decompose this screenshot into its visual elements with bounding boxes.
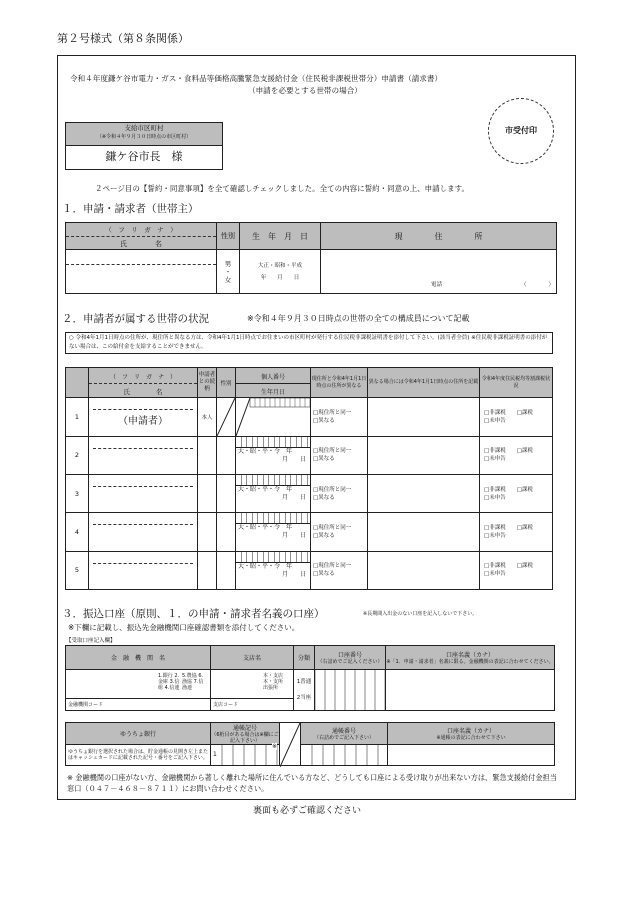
- s2-dob-header: 生年月日: [260, 388, 285, 396]
- bank-type-header: 分類: [294, 646, 315, 670]
- s2-furigana-header: （ フ リ ガ ナ ）: [89, 370, 197, 384]
- sex-input[interactable]: [217, 436, 236, 474]
- section1-title: １．申請・請求者（世帯主）: [62, 203, 199, 215]
- bank-name-input[interactable]: [66, 670, 211, 711]
- s1-furigana-input[interactable]: [66, 250, 216, 265]
- check-different-address[interactable]: □異なる: [313, 456, 335, 463]
- check-same-address[interactable]: □現住所と同一: [313, 448, 352, 455]
- personal-number-cell[interactable]: [236, 513, 311, 551]
- name-input[interactable]: [89, 487, 197, 511]
- name-input[interactable]: [89, 525, 197, 549]
- era-options: 大・昭・平・令: [238, 524, 281, 532]
- applicant-marker: （申請者）: [118, 416, 168, 428]
- check-same-address[interactable]: □現住所と同一: [313, 409, 352, 416]
- s2-name-header: 氏 名: [123, 387, 163, 396]
- sex-female: 女: [224, 275, 232, 284]
- bank-holder-header: 口座名義（カナ）: [445, 652, 494, 659]
- check-non-taxable[interactable]: □非課税: [484, 448, 506, 455]
- payer-note: （※令和４年９月３０日時点の市区町村）: [96, 134, 192, 140]
- branch-code-label: 支店コード: [213, 702, 239, 708]
- personal-number-cell[interactable]: [236, 474, 311, 512]
- bank-table: [65, 645, 555, 711]
- check-non-taxable[interactable]: □非課税: [484, 486, 506, 493]
- reception-stamp: [488, 98, 554, 164]
- s1-sex-header: 性別: [217, 223, 240, 250]
- s2-address-same-header: 現住所と令和4年1月1日時点の住所が異なる: [311, 368, 368, 398]
- sex-cell[interactable]: [217, 398, 236, 436]
- s1-date-units: 年 月 日: [260, 274, 300, 281]
- inst-types: 1.銀行 2.金庫 3.信組 4.信連: [158, 673, 180, 691]
- doc-title: 令和４年度鎌ケ谷市電力・ガス・食料品等価格高騰緊急支援給付金（住民税非課税世帯分）申請書（請求書）: [70, 74, 443, 83]
- table-row: [66, 474, 553, 512]
- personal-number-cell[interactable]: [236, 436, 311, 474]
- number-grid-icon: [236, 552, 310, 563]
- name-input[interactable]: [89, 564, 197, 588]
- payer-header: 支給市区町村: [124, 124, 164, 132]
- check-not-filed[interactable]: □未申告: [484, 571, 506, 578]
- number-grid-icon: [236, 513, 310, 524]
- era-options: 大・昭・平・令: [238, 447, 281, 455]
- s2-personal-no-header: 個人番号: [236, 370, 310, 384]
- yucho-number-note: （右詰めでご記入下さい）: [313, 735, 374, 741]
- payer-box: [65, 122, 223, 170]
- account-type-select[interactable]: [294, 670, 315, 711]
- s1-era-options: 大正・昭和・平成: [257, 262, 302, 269]
- doc-subtitle: （申請を必要とする世帯の場合）: [248, 86, 362, 95]
- check-not-filed[interactable]: □未申告: [484, 494, 506, 501]
- account-holder-input[interactable]: [386, 670, 555, 711]
- s1-phone-parens: （ ）: [521, 282, 555, 288]
- payer-name: 鎌ケ谷市長 様: [105, 150, 183, 163]
- check-taxable[interactable]: □課税: [516, 409, 533, 416]
- check-non-taxable[interactable]: □非課税: [484, 409, 506, 416]
- check-non-taxable[interactable]: □非課税: [484, 524, 506, 531]
- s1-furigana-header: （ フ リ ガ ナ ）: [66, 223, 216, 237]
- row-number: 3: [66, 474, 89, 512]
- check-taxable[interactable]: □課税: [516, 524, 533, 531]
- bank-account-no-header: 口座番号: [337, 652, 362, 659]
- s2-address-diff-header: 異なる場合には令和4年1月1日時点の住所を記載: [368, 368, 480, 398]
- number-grid-icon: [236, 475, 310, 486]
- bank-holder-note: ※「1．申請・請求者」名義に限る。金融機関の表記に合わせてください。: [386, 659, 554, 665]
- section3-instruction: ※下欄に記載し、振込先金融機関口座確認書類を添付してください。: [68, 623, 300, 632]
- s1-dob-input[interactable]: [240, 250, 321, 294]
- applicant-table: [65, 222, 557, 294]
- slash-icon: [217, 398, 235, 436]
- sex-male: 男: [224, 259, 232, 268]
- row-number: 5: [66, 551, 89, 589]
- date-year-unit: 年: [286, 524, 293, 532]
- yucho-symbol-note: （6桁目がある場合は※欄にご記入下さい）: [211, 732, 279, 744]
- table-row: [66, 513, 553, 551]
- table-row: [66, 398, 553, 436]
- row-number: 1: [66, 398, 89, 436]
- section3-footnote: ※ 金融機関の口座がない方、金融機関から著しく離れた場所に住んでいる方など、どうしても口座による受け取りが出来ない方は、緊急支援給付金担当窓口（０４７－４６８－８７１１）にお問い合わせください。: [67, 773, 557, 793]
- relation-input[interactable]: [198, 474, 217, 512]
- yucho-symbol-input[interactable]: [211, 745, 280, 766]
- account-number-input[interactable]: [315, 670, 386, 711]
- date-year-unit: 年: [286, 485, 293, 493]
- furigana-input[interactable]: [93, 437, 193, 449]
- relation-input[interactable]: [198, 436, 217, 474]
- furigana-input[interactable]: [93, 513, 193, 525]
- yucho-holder-header: 口座名義（カナ）: [446, 728, 495, 735]
- table-row: [66, 551, 553, 589]
- relation-input[interactable]: [198, 551, 217, 589]
- stamp-label: 市受付印: [505, 126, 537, 135]
- check-not-filed[interactable]: □未申告: [484, 456, 506, 463]
- branch-name-input[interactable]: [211, 670, 294, 711]
- household-table: [65, 367, 553, 590]
- era-options: 大・昭・平・令: [238, 485, 281, 493]
- relation-cell: 本人: [198, 398, 217, 436]
- check-not-filed[interactable]: □未申告: [484, 417, 506, 424]
- name-input[interactable]: [89, 449, 197, 473]
- date-md-units: 月 日: [281, 570, 306, 578]
- previous-address-input[interactable]: [368, 436, 480, 474]
- sex-dot: ・: [224, 267, 232, 276]
- form-number: 第２号様式（第８条関係）: [57, 32, 189, 45]
- bank-code-label: 金融機関コード: [68, 702, 104, 708]
- sex-input[interactable]: [217, 551, 236, 589]
- sex-input[interactable]: [217, 474, 236, 512]
- yucho-number-input[interactable]: [301, 745, 388, 766]
- confirm-text: ２ページ目の【誓約・同意事項】を全て確認しチェックしました。全ての内容に誓約・同意の上、申請します。: [95, 184, 470, 193]
- yucho-number-header: 通帳番号: [331, 728, 356, 735]
- row-number: 2: [66, 436, 89, 474]
- number-grid-icon: [236, 437, 310, 448]
- yucho-holder-input[interactable]: [388, 745, 555, 766]
- bank-institution-header: 金 融 機 関 名: [66, 646, 211, 670]
- furigana-input[interactable]: [93, 398, 193, 410]
- previous-address-input[interactable]: [368, 474, 480, 512]
- branch-types: 本・支店 本・支所 出張所: [263, 673, 284, 691]
- check-taxable[interactable]: □課税: [516, 486, 533, 493]
- s2-sex-header: 性別: [217, 368, 236, 398]
- check-different-address[interactable]: □異なる: [313, 532, 335, 539]
- yucho-symbol-first: 1: [213, 751, 217, 758]
- check-not-filed[interactable]: □未申告: [484, 532, 506, 539]
- yucho-holder-note: ※通帳の表記に合わせて下さい: [436, 735, 506, 741]
- s1-dob-header: 生 年 月 日: [240, 223, 321, 250]
- yucho-header: ゆうちょ銀行: [66, 723, 211, 745]
- check-taxable[interactable]: □課税: [516, 563, 533, 570]
- date-md-units: 月 日: [281, 532, 306, 540]
- s1-sex-options[interactable]: [217, 250, 240, 294]
- bank-branch-header: 支店名: [211, 646, 294, 670]
- check-different-address[interactable]: □異なる: [313, 571, 335, 578]
- s1-phone-label: 電話: [431, 282, 443, 288]
- check-taxable[interactable]: □課税: [516, 448, 533, 455]
- section2-title-note: ※令和４年９月３０日時点の世帯の全ての構成員について記載: [247, 314, 470, 323]
- check-non-taxable[interactable]: □非課税: [484, 563, 506, 570]
- check-different-address[interactable]: □異なる: [313, 494, 335, 501]
- date-md-units: 月 日: [281, 455, 306, 463]
- back-note: 裏面も必ずご確認ください: [253, 806, 362, 816]
- number-grid-icon: [236, 398, 310, 436]
- s1-name-header: 氏 名: [120, 240, 162, 248]
- s1-name-input[interactable]: [66, 265, 216, 293]
- era-options: 大・昭・平・令: [238, 562, 281, 570]
- yucho-symbol-header: 通帳記号: [232, 725, 257, 732]
- check-different-address[interactable]: □異なる: [313, 417, 335, 424]
- slash-icon: [280, 723, 300, 767]
- sex-input[interactable]: [217, 513, 236, 551]
- type-ordinary: 1普通: [296, 679, 312, 685]
- row-number: 4: [66, 513, 89, 551]
- date-md-units: 月 日: [281, 493, 306, 501]
- check-same-address[interactable]: □現住所と同一: [313, 524, 352, 531]
- table-row: [66, 436, 553, 474]
- s2-tax-header: 令和4年度住民税均等割課税状況: [480, 368, 553, 398]
- s1-address-header: 現 住 所: [321, 223, 557, 250]
- inst-types2: 5.農協 6.漁協 7.信漁連: [182, 673, 204, 691]
- yucho-asterisk: ※: [271, 743, 277, 750]
- bank-section-label: 【受取口座記入欄】: [66, 638, 116, 644]
- relation-input[interactable]: [198, 513, 217, 551]
- previous-address-input[interactable]: [368, 551, 480, 589]
- furigana-input[interactable]: [93, 475, 193, 487]
- s2-relation-header: 申請者との続柄: [198, 368, 217, 398]
- section2-notice: ○ 令和4年1月1日時点の住所が、現住所と異なる方は、令和4年1月1日時点でお住まいの市区町村が発行する住民税非課税証明書を添付して下さい。(該当者全員) ※住民税非課税証明書の添付がない場合は、この給付金を支給することができません。: [65, 332, 553, 354]
- date-year-unit: 年: [286, 562, 293, 570]
- bank-account-no-note: （右詰めでご記入ください）: [317, 659, 383, 665]
- personal-number-cell[interactable]: [236, 398, 311, 436]
- previous-address-input[interactable]: [368, 398, 480, 436]
- yucho-description: ゆうちょ銀行を選択された場合は、貯金通帳の見開き左上またはキャッシュカードに記載された記号・番号をご記入下さい。: [66, 745, 211, 766]
- check-same-address[interactable]: □現住所と同一: [313, 486, 352, 493]
- previous-address-input[interactable]: [368, 513, 480, 551]
- section3-title-note: ※長期間入出金のない口座を記入しないで下さい。: [363, 611, 478, 617]
- section3-title: ３．振込口座（原則、１．の申請・請求者名義の口座）: [62, 608, 325, 620]
- check-same-address[interactable]: □現住所と同一: [313, 563, 352, 570]
- s1-address-input[interactable]: [321, 250, 557, 294]
- type-checking: 2当座: [296, 695, 312, 701]
- date-year-unit: 年: [286, 447, 293, 455]
- yucho-table: [65, 722, 555, 766]
- furigana-input[interactable]: [93, 552, 193, 564]
- personal-number-cell[interactable]: [236, 551, 311, 589]
- section2-title: ２．申請者が属する世帯の状況: [62, 313, 209, 325]
